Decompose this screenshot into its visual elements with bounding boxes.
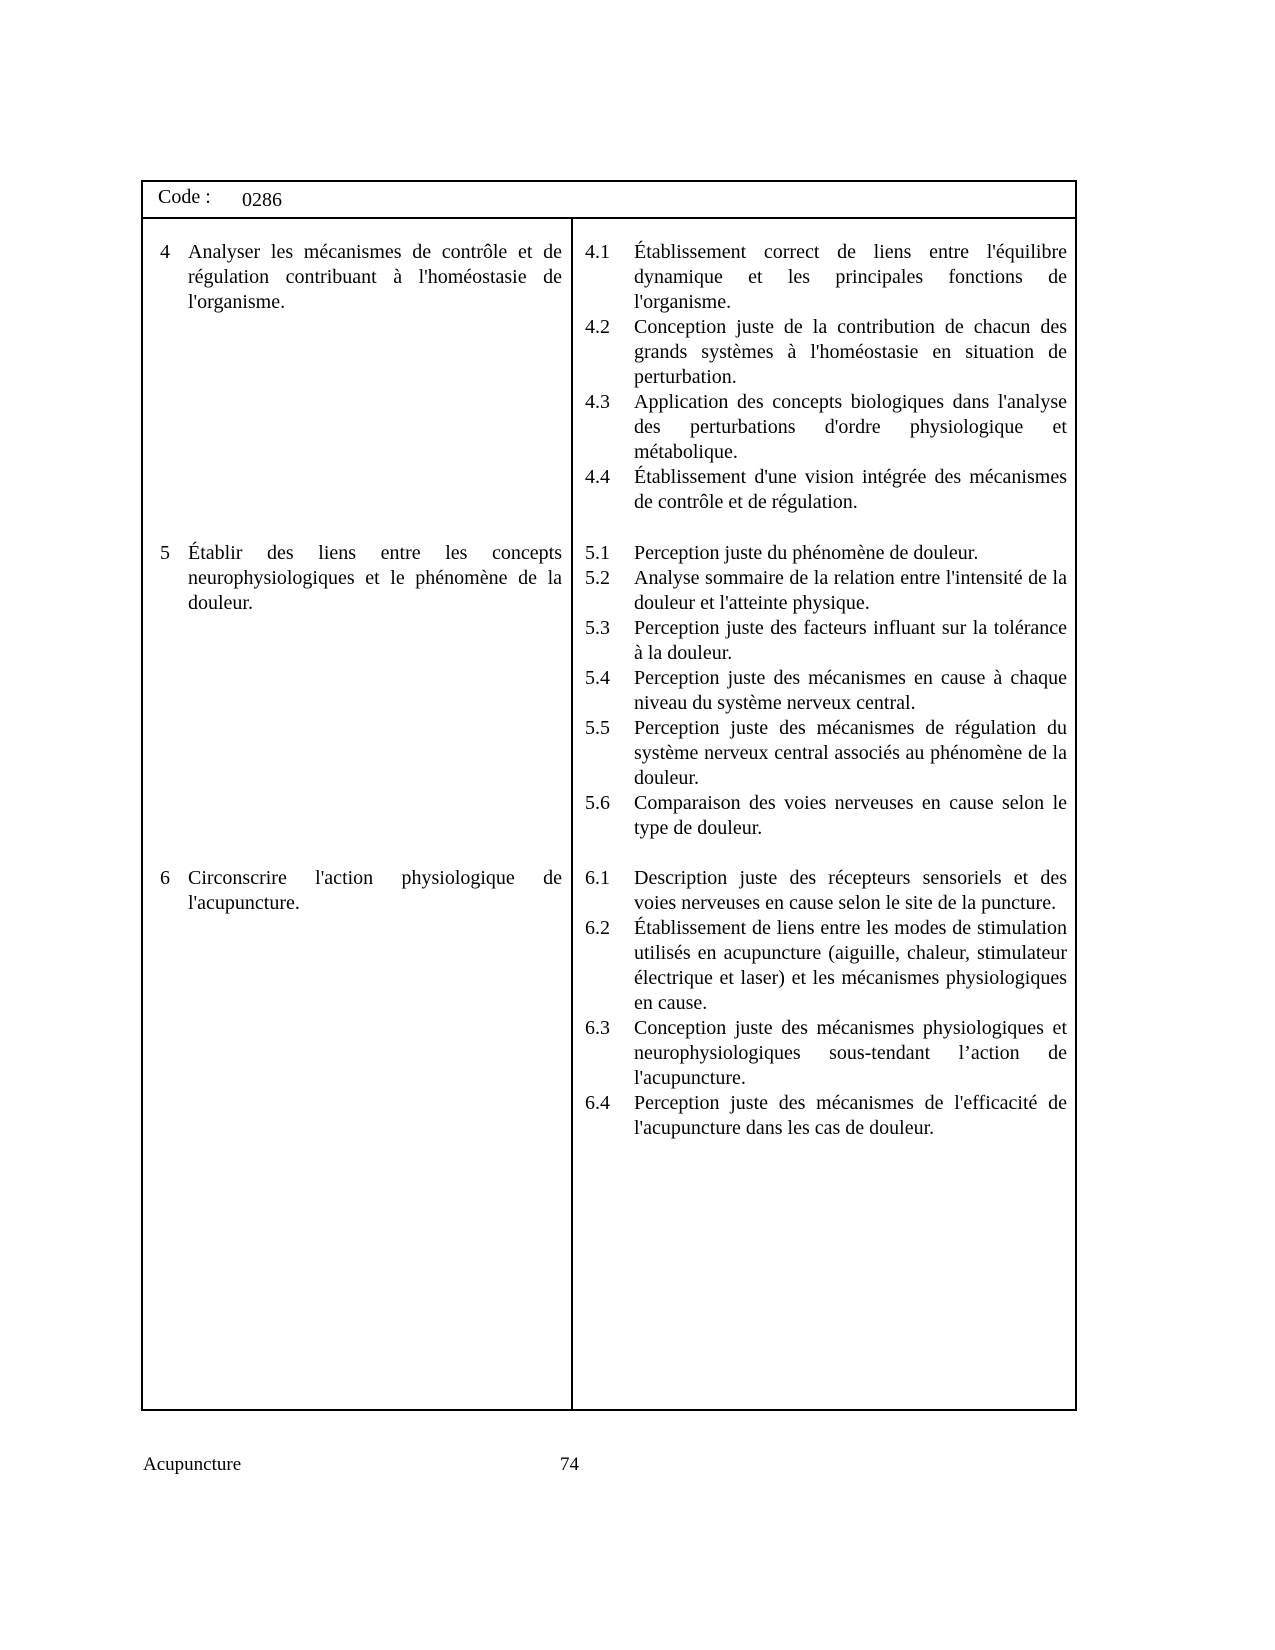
criterion-text: Établissement d'une vision intégrée des mécanismes de contrôle et de régulation.	[634, 466, 1067, 513]
criterion-number: 5.3	[585, 617, 610, 639]
criterion-number: 4.3	[585, 391, 610, 413]
criterion-text: Perception juste des facteurs influant sur la tolérance à la douleur.	[634, 617, 1067, 664]
competence-text: Analyser les mécanismes de contrôle et de régulation contribuant à l'homéostasie de l'organisme.	[188, 241, 562, 313]
criterion-text: Conception juste de la contribution de chacun des grands systèmes à l'homéostasie en situation de perturbation.	[634, 316, 1067, 388]
criterion-number: 5.6	[585, 792, 610, 814]
competence-number: 6	[160, 867, 170, 889]
criterion-item	[585, 1091, 1067, 1141]
criterion-text: Établissement correct de liens entre l'équilibre dynamique et les principales fonctions de l'organisme.	[634, 241, 1067, 313]
criterion-text: Conception juste des mécanismes physiologiques et neurophysiologiques sous-tendant l’action de l'acupuncture.	[634, 1017, 1067, 1089]
criterion-item	[585, 566, 1067, 616]
criterion-text: Comparaison des voies nerveuses en cause selon le type de douleur.	[634, 792, 1067, 839]
criterion-item	[585, 390, 1067, 465]
criterion-text: Perception juste des mécanismes de régulation du système nerveux central associés au phénomène de la douleur.	[634, 717, 1067, 789]
criterion-item	[585, 465, 1067, 515]
table-header	[143, 182, 1075, 219]
criterion-item	[585, 1016, 1067, 1091]
competency-table	[141, 180, 1077, 1411]
competence-number: 4	[160, 241, 170, 263]
criterion-number: 6.4	[585, 1092, 610, 1114]
criteria-list-5	[585, 541, 1067, 841]
competence-6	[160, 866, 562, 916]
criterion-number: 5.2	[585, 567, 610, 589]
criterion-item	[585, 916, 1067, 1016]
competence-text: Circonscrire l'action physiologique de l'acupuncture.	[188, 867, 562, 914]
criterion-number: 6.1	[585, 867, 610, 889]
criterion-item	[585, 716, 1067, 791]
criterion-number: 6.2	[585, 917, 610, 939]
criterion-text: Analyse sommaire de la relation entre l'intensité de la douleur et l'atteinte physique.	[634, 567, 1067, 614]
criterion-item	[585, 791, 1067, 841]
competence-text: Établir des liens entre les concepts neurophysiologiques et le phénomène de la douleur.	[188, 542, 562, 614]
criteria-list-6	[585, 866, 1067, 1141]
criterion-item	[585, 866, 1067, 916]
criterion-text: Perception juste des mécanismes de l'efficacité de l'acupuncture dans les cas de douleur.	[634, 1092, 1067, 1139]
criterion-number: 6.3	[585, 1017, 610, 1039]
page-number: 74	[560, 1454, 579, 1475]
footer-title: Acupuncture	[143, 1454, 242, 1475]
criterion-item	[585, 541, 1067, 566]
criterion-text: Établissement de liens entre les modes de stimulation utilisés en acupuncture (aiguille, chaleur, stimulateur électrique et laser) et les mécanismes physiologiques en cause.	[634, 917, 1067, 1014]
criterion-item	[585, 240, 1067, 315]
code-label: Code :	[158, 186, 211, 208]
criterion-item	[585, 616, 1067, 666]
criterion-text: Perception juste du phénomène de douleur.	[634, 542, 979, 564]
criterion-text: Description juste des récepteurs sensoriels et des voies nerveuses en cause selon le site de la puncture.	[634, 867, 1067, 914]
criterion-item	[585, 666, 1067, 716]
criterion-number: 4.4	[585, 466, 610, 488]
criterion-number: 5.1	[585, 542, 610, 564]
competence-4	[160, 240, 562, 315]
criterion-number: 4.2	[585, 316, 610, 338]
competence-5	[160, 541, 562, 616]
criterion-number: 5.5	[585, 717, 610, 739]
column-divider	[571, 219, 573, 1409]
criterion-number: 5.4	[585, 667, 610, 689]
criterion-number: 4.1	[585, 241, 610, 263]
criterion-text: Perception juste des mécanismes en cause à chaque niveau du système nerveux central.	[634, 667, 1067, 714]
code-value: 0286	[242, 189, 282, 211]
competence-number: 5	[160, 542, 170, 564]
criterion-text: Application des concepts biologiques dans l'analyse des perturbations d'ordre physiologique et métabolique.	[634, 391, 1067, 463]
criteria-list-4	[585, 240, 1067, 515]
criterion-item	[585, 315, 1067, 390]
